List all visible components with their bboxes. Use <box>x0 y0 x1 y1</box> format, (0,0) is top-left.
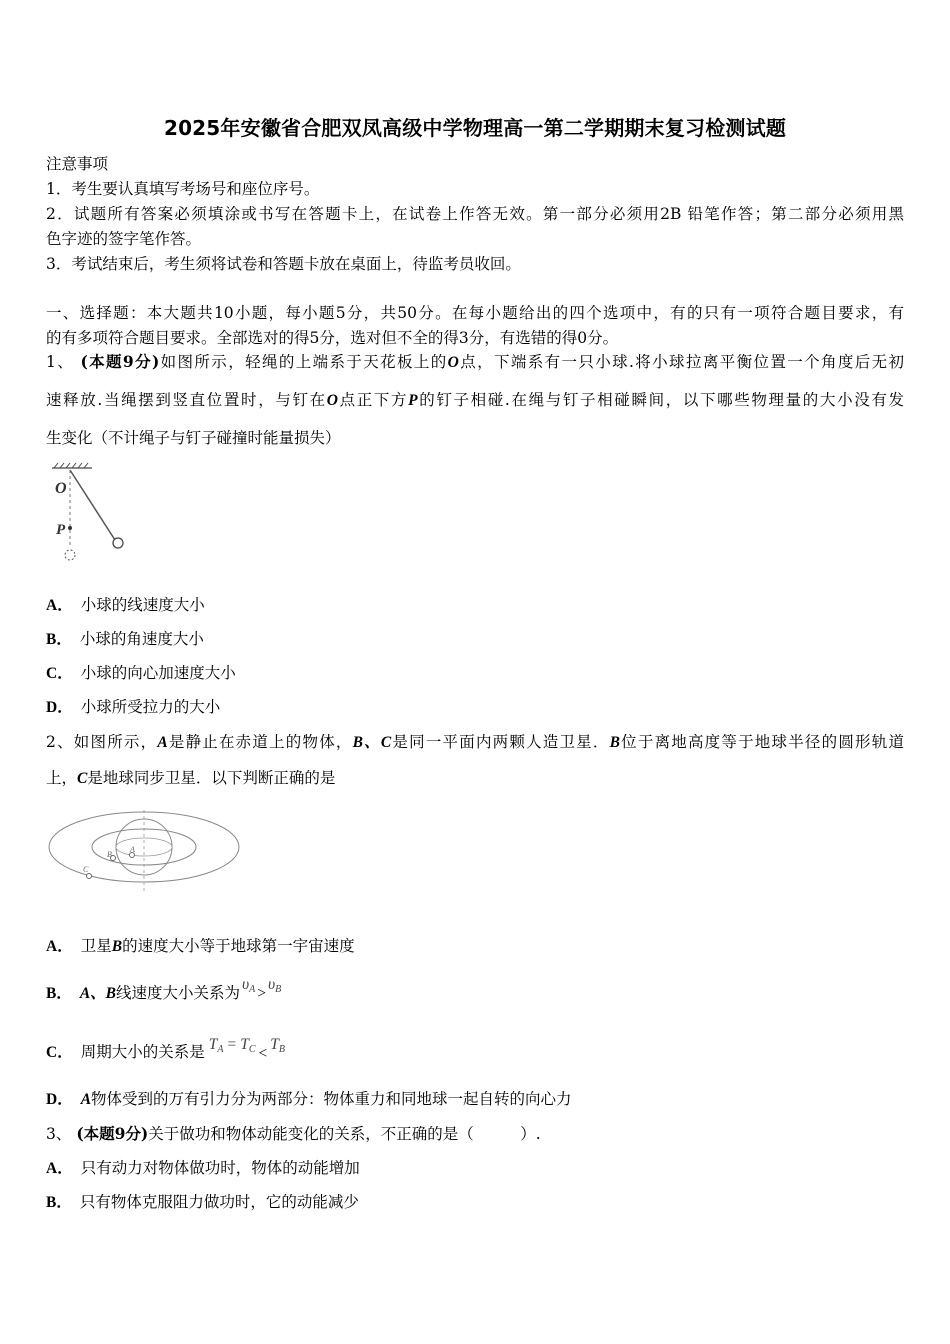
question-text: 点，下端系有一只小球.将小球拉离平衡位置一个角度后无初 <box>458 353 904 371</box>
var-O: O <box>447 354 459 371</box>
var-C: C <box>77 770 88 787</box>
option-text: 的速度大小等于地球第一宇宙速度 <box>122 937 355 955</box>
question-1-line <box>46 350 904 372</box>
var-A: A <box>157 734 168 751</box>
question-text: 位于离地高度等于地球半径的圆形轨道 <box>619 733 904 751</box>
label-P: P <box>56 522 66 538</box>
formula-gt: > <box>257 985 267 1002</box>
question-text: 如图所示， <box>73 733 158 751</box>
question-text: 是同一平面内两颗人造卫星． <box>391 733 610 751</box>
ball-equilibrium-dashed <box>65 550 75 560</box>
option-C <box>46 1036 285 1063</box>
var-B: B <box>111 938 123 955</box>
label-C: C <box>83 865 89 874</box>
nail-point <box>68 526 72 530</box>
question-text: 上， <box>46 769 78 787</box>
question-text: 是静止在赤道上的物体， <box>167 733 353 751</box>
option-letter: B． <box>46 985 72 1002</box>
question-text: 的钉子相碰.在绳与钉子相碰瞬间，以下哪些物理量的大小没有发 <box>417 391 904 409</box>
option-D <box>46 1087 572 1109</box>
formula-v: υ <box>268 976 276 993</box>
var-O: O <box>326 392 338 409</box>
option-text: 只有物体克服阻力做功时，它的动能减少 <box>79 1193 359 1211</box>
formula-sub: A <box>249 984 256 995</box>
pendulum-rope <box>70 470 115 540</box>
label-O: O <box>55 480 67 497</box>
question-text: 关于做功和物体动能变化的关系，不正确的是（ ）. <box>148 1125 541 1143</box>
question-text: 如图所示，轻绳的上端系于天花板上的 <box>159 353 448 371</box>
option-B <box>46 1190 359 1212</box>
formula-v: υ <box>242 976 250 993</box>
var-A: A <box>80 1091 92 1108</box>
formula-vA-gt-vB <box>242 976 282 1002</box>
option-text: 周期大小的关系是 <box>80 1043 205 1061</box>
notice-heading: 注意事项 <box>46 155 109 173</box>
option-letter: A． <box>46 938 73 955</box>
option-B <box>46 627 204 649</box>
formula-eq: = <box>227 1036 237 1053</box>
notice-item: 色字迹的签字笔作答。 <box>46 230 202 248</box>
question-3-line <box>46 1122 541 1144</box>
label-B: B <box>107 850 112 859</box>
formula-sub: B <box>278 1044 285 1055</box>
formula-lt: < <box>258 1045 268 1062</box>
question-2-line <box>46 766 335 788</box>
option-text: 卫星 <box>80 937 112 955</box>
option-letter: B． <box>46 1194 72 1211</box>
option-text: 小球所受拉力的大小 <box>80 698 221 716</box>
option-A <box>46 934 355 956</box>
formula-T: T <box>208 1036 218 1053</box>
formula-T: T <box>240 1036 249 1053</box>
option-text: 物体受到的万有引力分为两部分：物体重力和同地球一起自转的向心力 <box>91 1090 572 1108</box>
formula-sub: B <box>275 984 282 995</box>
formula-sub: C <box>248 1044 256 1055</box>
section-intro: 一、选择题：本大题共10小题，每小题5分，共50分。在每小题给出的四个选项中，有的只有一项符合题目要求，有 <box>46 304 904 322</box>
section-intro: 的有多项符合题目要求。全部选对的得5分，选对但不全的得3分，有选错的得0分。 <box>46 329 619 347</box>
question-number: 3、 <box>46 1125 72 1143</box>
question-text: 点正下方 <box>337 391 409 409</box>
page-title: 2025年安徽省合肥双凤高级中学物理高一第二学期期末复习检测试题 <box>163 116 787 140</box>
option-A <box>46 1156 360 1178</box>
question-score: (本题9分) <box>80 352 160 371</box>
option-letter: C． <box>46 665 73 682</box>
question-number: 1、 <box>46 353 75 371</box>
var-B: B <box>609 734 620 751</box>
point-C <box>87 874 92 879</box>
question-score: (本题9分) <box>76 1124 149 1143</box>
formula-T: T <box>270 1036 279 1053</box>
formula-TA-TC-TB <box>208 1036 285 1062</box>
option-text: 线速度大小关系为 <box>116 984 241 1002</box>
option-text: 小球的向心加速度大小 <box>80 664 236 682</box>
option-letter: A． <box>46 1160 73 1177</box>
notice-item: 3．考试结束后，考生须将试卷和答题卡放在桌面上，待监考员收回。 <box>46 255 521 273</box>
question-text: 是地球同步卫星．以下判断正确的是 <box>87 769 336 787</box>
question-1-line <box>46 388 904 410</box>
pendulum-ball <box>113 538 123 548</box>
var-P: P <box>408 392 418 409</box>
option-C <box>46 661 236 683</box>
option-text: 小球的角速度大小 <box>79 630 204 648</box>
formula-sub: A <box>217 1044 224 1055</box>
option-text: 小球的线速度大小 <box>80 596 205 614</box>
pendulum-figure <box>44 462 134 562</box>
option-letter: D． <box>46 1091 73 1108</box>
option-letter: D． <box>46 699 73 716</box>
question-1-line: 生变化（不计绳子与钉子碰撞时能量损失） <box>46 429 341 447</box>
option-letter: B． <box>46 631 72 648</box>
option-letter: C． <box>46 1044 73 1061</box>
question-text: 速释放.当绳摆到竖直位置时，与钉在 <box>46 391 327 409</box>
option-A <box>46 593 205 615</box>
option-B <box>46 976 282 1004</box>
var-AB: A、B <box>79 985 117 1002</box>
option-text: 只有动力对物体做功时，物体的动能增加 <box>80 1159 360 1177</box>
option-letter: A． <box>46 597 73 614</box>
ceiling-hatch <box>54 463 88 468</box>
question-number: 2、 <box>46 733 74 751</box>
option-D <box>46 695 220 717</box>
label-A: A <box>130 845 135 854</box>
notice-item: 2．试题所有答案必须填涂或书写在答题卡上，在试卷上作答无效。第一部分必须用2B 铅笔作答；第二部分必须用黑 <box>46 205 904 223</box>
var-BC: B、C <box>352 734 392 751</box>
orbit-figure <box>46 810 246 896</box>
notice-item: 1．考生要认真填写考场号和座位序号。 <box>46 180 320 198</box>
question-2-line <box>46 730 904 752</box>
